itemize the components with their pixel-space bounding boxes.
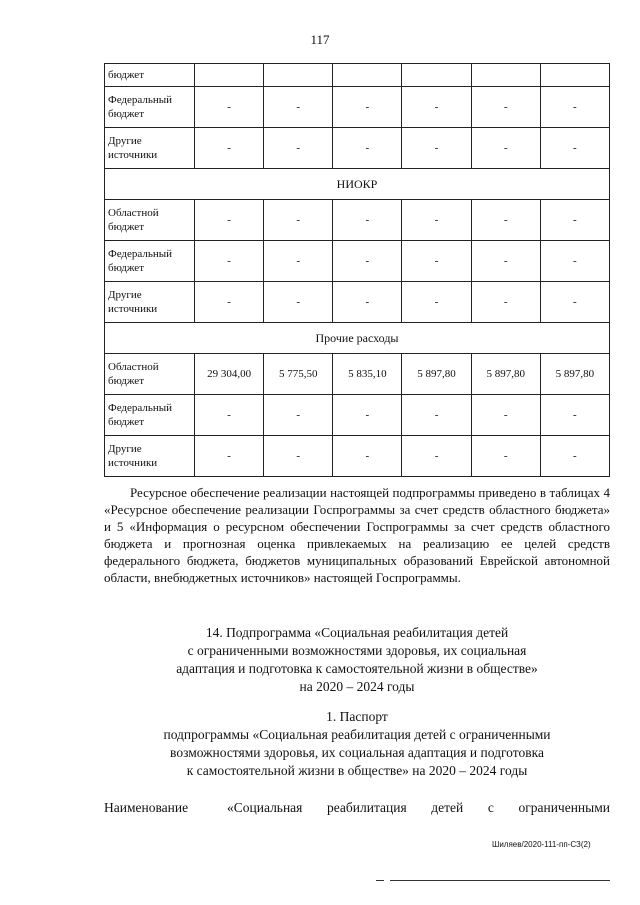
table-cell: - [264, 282, 333, 323]
table-cell: - [402, 128, 471, 169]
table-cell [540, 64, 609, 87]
table-cell: - [333, 395, 402, 436]
table-cell: 5 835,10 [333, 354, 402, 395]
table-cell: - [333, 282, 402, 323]
row-label: Другие источники [105, 128, 195, 169]
table-cell: - [195, 436, 264, 477]
table-cell: - [402, 87, 471, 128]
section-14-line-4: на 2020 – 2024 годы [299, 679, 415, 694]
table-cell: - [333, 87, 402, 128]
table-row [105, 436, 610, 477]
table-cell: - [471, 395, 540, 436]
row-label: бюджет [105, 64, 195, 87]
table-cell: - [333, 436, 402, 477]
passport-line-4: к самостоятельной жизни в обществе» на 2020 – 2024 годы [186, 763, 528, 778]
row-label: Областной бюджет [105, 354, 195, 395]
page-number: 117 [310, 32, 330, 47]
passport-line-3: возможностями здоровья, их социальная адаптация и подготовка [170, 745, 544, 760]
table-cell: 5 775,50 [264, 354, 333, 395]
row-label: Федеральный бюджет [105, 241, 195, 282]
table-cell: - [195, 200, 264, 241]
table-cell [471, 64, 540, 87]
table-cell: - [195, 87, 264, 128]
section-14-line-1: 14. Подпрограмма «Социальная реабилитация детей [205, 625, 509, 640]
budget-table [104, 63, 610, 477]
row-label: Другие источники [105, 282, 195, 323]
table-cell: - [195, 282, 264, 323]
table-row [105, 282, 610, 323]
table-cell: 5 897,80 [471, 354, 540, 395]
section-14-line-2: с ограниченными возможностями здоровья, их социальная [187, 643, 527, 658]
table-cell: - [402, 282, 471, 323]
document-code: Шиляев/2020-111-пп-СЗ(2) [492, 840, 591, 849]
table-cell: - [540, 200, 609, 241]
table-cell: - [402, 241, 471, 282]
table-cell [195, 64, 264, 87]
table-cell: - [195, 128, 264, 169]
row-label: Федеральный бюджет [105, 87, 195, 128]
row-label: Другие источники [105, 436, 195, 477]
table-row [105, 64, 610, 87]
name-key: Наименование [104, 800, 189, 815]
table-row [105, 200, 610, 241]
table-cell: - [264, 200, 333, 241]
table-cell: 5 897,80 [402, 354, 471, 395]
table-cell: - [333, 241, 402, 282]
table-row [105, 241, 610, 282]
table-cell: - [195, 241, 264, 282]
table-cell: - [402, 436, 471, 477]
table-cell: - [540, 436, 609, 477]
row-label: Областной бюджет [105, 200, 195, 241]
table-cell [264, 64, 333, 87]
table-cell: - [471, 436, 540, 477]
table-cell: 29 304,00 [195, 354, 264, 395]
table-cell: - [333, 128, 402, 169]
section-row [105, 323, 610, 354]
footer-rule [390, 880, 610, 881]
table-cell: - [264, 128, 333, 169]
table-cell: - [402, 395, 471, 436]
table-cell: - [540, 395, 609, 436]
section-14-heading [104, 624, 610, 696]
passport-line-2: подпрограммы «Социальная реабилитация детей с ограниченными [163, 727, 551, 742]
section-14-line-3: адаптация и подготовка к самостоятельной жизни в обществе» [176, 661, 538, 676]
table-cell: - [471, 87, 540, 128]
table-cell: - [264, 436, 333, 477]
table-row [105, 87, 610, 128]
table-cell: - [540, 282, 609, 323]
table-cell: - [471, 128, 540, 169]
table-cell: - [540, 128, 609, 169]
table-row [105, 128, 610, 169]
row-label: Федеральный бюджет [105, 395, 195, 436]
table-cell: - [471, 282, 540, 323]
section-title: НИОКР [105, 169, 610, 200]
table-cell: - [264, 87, 333, 128]
table-cell: - [195, 395, 264, 436]
table-cell: - [540, 87, 609, 128]
name-value: «Социальная реабилитация детей с ограниченными [227, 800, 610, 815]
table-cell: - [402, 200, 471, 241]
table-cell: - [264, 241, 333, 282]
passport-heading [104, 708, 610, 780]
table-cell: - [333, 200, 402, 241]
table-cell [402, 64, 471, 87]
table-cell: - [264, 395, 333, 436]
table-row [105, 354, 610, 395]
table-cell: 5 897,80 [540, 354, 609, 395]
resource-paragraph: Ресурсное обеспечение реализации настоящей подпрограммы приведено в таблицах 4 «Ресурсное обеспечение реализации Госпрограммы за счет средств областного бюджета» и 5 «Информация о ресурсном обеспечении Госпрограммы за счет средств областного бюджета и прогнозная оценка привлекаемых на реализацию ее целей средств федерального бюджета, бюджетов муниципальных образований Еврейской автономной области, внебюджетных источников» настоящей Госпрограммы. [104, 485, 610, 585]
table-cell: - [471, 200, 540, 241]
table-cell: - [471, 241, 540, 282]
section-row [105, 169, 610, 200]
table-cell [333, 64, 402, 87]
passport-line-1: 1. Паспорт [326, 709, 388, 724]
table-row [105, 395, 610, 436]
footer-dash [376, 880, 384, 881]
section-title: Прочие расходы [105, 323, 610, 354]
table-cell: - [540, 241, 609, 282]
